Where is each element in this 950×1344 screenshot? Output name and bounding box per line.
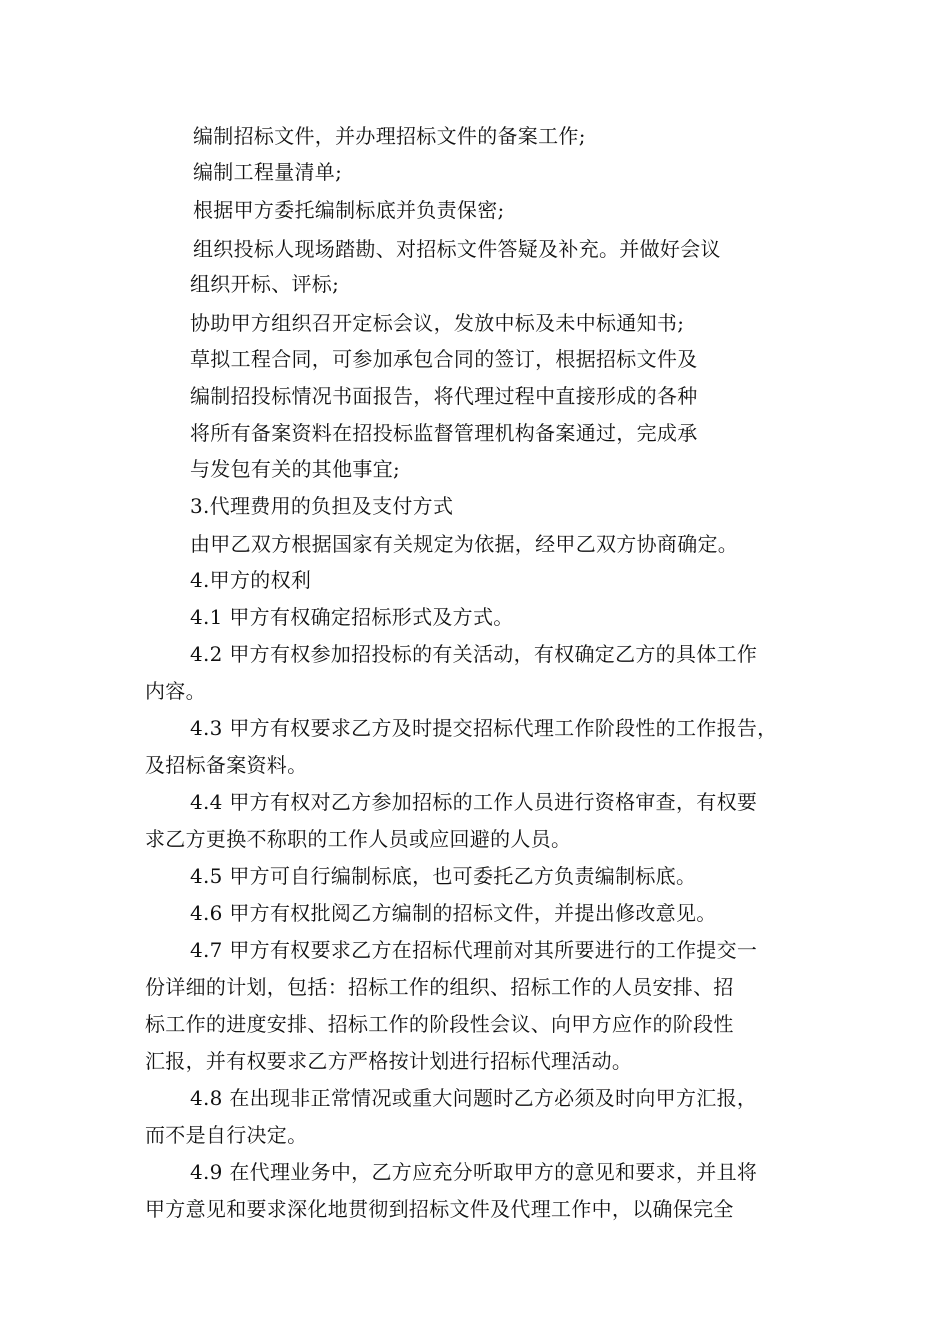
- text-line: 内容。: [145, 679, 206, 703]
- text-line: 而不是自行决定。: [145, 1123, 308, 1147]
- text-line: 编制工程量清单;: [193, 160, 343, 184]
- text-line: 4.5 甲方可自行编制标底，也可委托乙方负责编制标底。: [190, 864, 697, 888]
- text-line: 4.8 在出现非正常情况或重大问题时乙方必须及时向甲方汇报，: [190, 1086, 758, 1110]
- text-line: 与发包有关的其他事宜;: [190, 457, 401, 481]
- text-line: 编制招投标情况书面报告，将代理过程中直接形成的各种: [190, 384, 698, 408]
- text-line: 协助甲方组织召开定标会议，发放中标及未中标通知书;: [190, 311, 685, 335]
- text-line: 4.7 甲方有权要求乙方在招标代理前对其所要进行的工作提交一: [190, 938, 758, 962]
- text-line: 4.1 甲方有权确定招标形式及方式。: [190, 605, 514, 629]
- text-line: 草拟工程合同，可参加承包合同的签订，根据招标文件及: [190, 347, 698, 371]
- text-line: 求乙方更换不称职的工作人员或应回避的人员。: [145, 827, 572, 851]
- text-line: 及招标备案资料。: [145, 753, 308, 777]
- text-line: 标工作的进度安排、招标工作的阶段性会议、向甲方应作的阶段性: [145, 1012, 734, 1036]
- text-line: 甲方意见和要求深化地贯彻到招标文件及代理工作中，以确保完全: [145, 1197, 734, 1221]
- text-line: 份详细的计划，包括：招标工作的组织、招标工作的人员安排、招: [145, 975, 734, 999]
- text-line: 组织开标、评标;: [190, 272, 340, 296]
- text-line: 根据甲方委托编制标底并负责保密;: [193, 198, 505, 222]
- section-heading: 3.代理费用的负担及支付方式: [190, 494, 454, 518]
- text-line: 4.4 甲方有权对乙方参加招标的工作人员进行资格审查，有权要: [190, 790, 758, 814]
- text-line: 将所有备案资料在招投标监督管理机构备案通过，完成承: [190, 421, 698, 445]
- text-line: 由甲乙双方根据国家有关规定为依据，经甲乙双方协商确定。: [190, 532, 739, 556]
- section-heading: 4.甲方的权利: [190, 568, 312, 592]
- text-line: 4.6 甲方有权批阅乙方编制的招标文件，并提出修改意见。: [190, 901, 717, 925]
- text-line: 编制招标文件，并办理招标文件的备案工作;: [193, 124, 586, 148]
- text-line: 组织投标人现场踏勘、对招标文件答疑及补充。并做好会议: [193, 237, 721, 261]
- text-line: 4.2 甲方有权参加招投标的有关活动，有权确定乙方的具体工作: [190, 642, 758, 666]
- text-line: 4.9 在代理业务中，乙方应充分听取甲方的意见和要求，并且将: [190, 1160, 758, 1184]
- text-line: 4.3 甲方有权要求乙方及时提交招标代理工作阶段性的工作报告，: [190, 716, 778, 740]
- text-line: 汇报，并有权要求乙方严格按计划进行招标代理活动。: [145, 1049, 633, 1073]
